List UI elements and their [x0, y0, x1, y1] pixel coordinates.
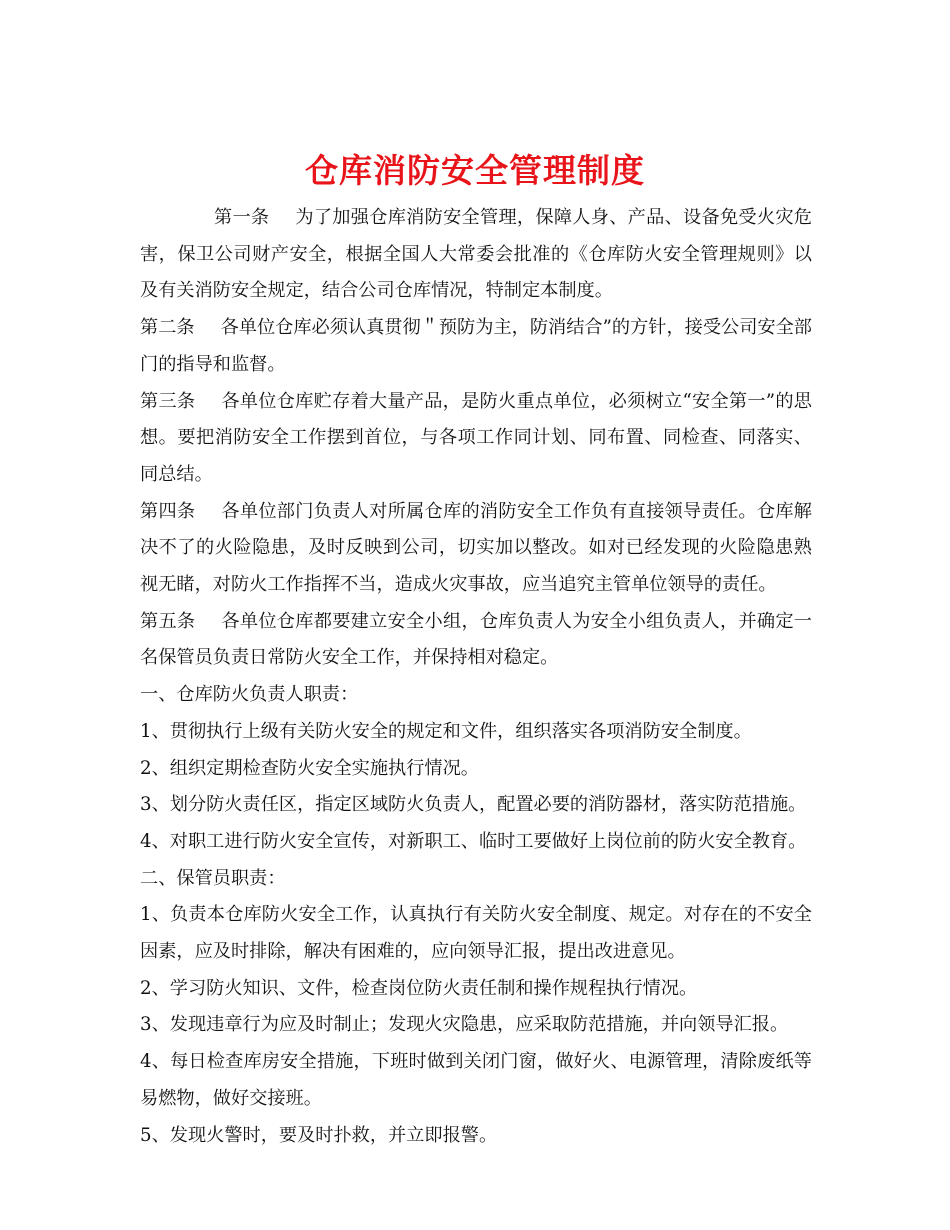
article-3 [140, 384, 812, 494]
article-4 [140, 494, 812, 604]
list-item: 3、划分防火责任区，指定区域防火负责人，配置必要的消防器材，落实防范措施。 [140, 794, 807, 816]
article-label: 第一条 [214, 207, 270, 228]
list-item: 3、发现违章行为应及时制止；发现火灾隐患，应采取防范措施，并向领导汇报。 [140, 1014, 789, 1036]
article-2 [140, 310, 812, 383]
article-label: 第四条 [140, 500, 196, 522]
article-text: 各单位仓库都要建立安全小组，仓库负责人为安全小组负责人，并确定一名保管员负责日常防火安全工作，并保持相对稳定。 [140, 610, 812, 669]
article-label: 第三条 [140, 390, 196, 412]
list-item: 5、发现火警时，要及时扑救，并立即报警。 [140, 1124, 498, 1146]
article-1 [140, 200, 812, 310]
article-5 [140, 604, 812, 677]
article-text: 各单位部门负责人对所属仓库的消防安全工作负有直接领导责任。仓库解决不了的火险隐患，及时反映到公司，切实加以整改。如对已经发现的火险隐患熟视无睹，对防火工作指挥不当，造成火灾事故，应当追究主管单位领导的责任。 [140, 500, 812, 596]
list-item: 1、负责本仓库防火安全工作，认真执行有关防火安全制度、规定。对存在的不安全因素，应及时排除，解决有困难的，应向领导汇报，提出改进意见。 [140, 904, 812, 963]
article-label: 第五条 [140, 610, 196, 632]
article-text: 各单位仓库必须认真贯彻＂预防为主，防消结合”的方针，接受公司安全部门的指导和监督。 [140, 317, 812, 375]
list-item: 4、对职工进行防火安全宣传，对新职工、临时工要做好上岗位前的防火安全教育。 [140, 830, 807, 852]
document-title: 仓库消防安全管理制度 [305, 151, 645, 191]
article-text: 为了加强仓库消防安全管理，保障人身、产品、设备免受火灾危害，保卫公司财产安全，根据全国人大常委会批准的《仓库防火安全管理规则》以及有关消防安全规定，结合公司仓库情况，特制定本制度。 [140, 207, 812, 302]
list-item: 2、组织定期检查防火安全实施执行情况。 [140, 757, 479, 779]
article-label: 第二条 [140, 317, 195, 339]
section-heading: 一、仓库防火负责人职责： [140, 684, 359, 706]
list-item: 1、贯彻执行上级有关防火安全的规定和文件，组织落实各项消防安全制度。 [140, 720, 752, 742]
document-body [140, 200, 812, 1154]
list-item: 2、学习防火知识、文件，检查岗位防火责任制和操作规程执行情况。 [140, 977, 698, 999]
article-text: 各单位仓库贮存着大量产品，是防火重点单位，必须树立“安全第一”的思想。要把消防安全工作摆到首位，与各项工作同计划、同布置、同检查、同落实、同总结。 [140, 390, 812, 485]
section-heading: 二、保管员职责： [140, 867, 286, 889]
list-item: 4、每日检查库房安全措施，下班时做到关闭门窗，做好火、电源管理，清除废纸等易燃物，做好交接班。 [140, 1051, 812, 1109]
